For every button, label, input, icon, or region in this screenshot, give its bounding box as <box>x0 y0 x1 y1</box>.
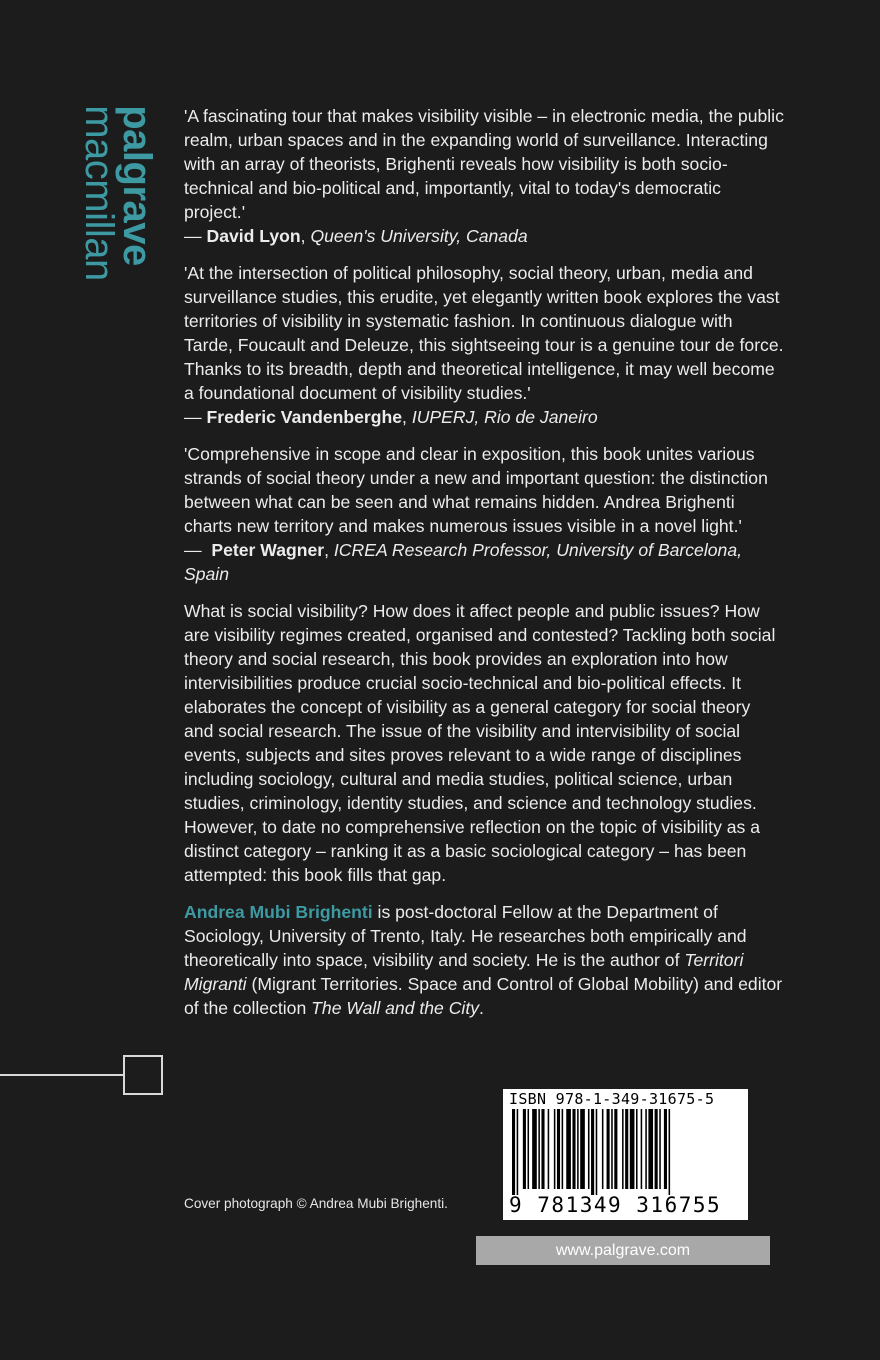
book-title: Territori Migranti <box>184 950 744 994</box>
barcode-bar <box>645 1109 647 1189</box>
barcode-bar <box>664 1109 667 1189</box>
barcode-bar <box>648 1109 653 1189</box>
logo-line-macmillan: macmillan <box>77 105 121 281</box>
barcode-bar <box>611 1109 613 1189</box>
barcode-bar <box>557 1109 560 1189</box>
barcode-bars <box>512 1109 739 1195</box>
barcode-bar <box>512 1109 515 1195</box>
endorser-affiliation: Queen's University, Canada <box>310 226 528 246</box>
isbn-label: ISBN 978-1-349-31675-5 <box>509 1090 715 1108</box>
endorser-affiliation: ICREA Research Professor, University of Barcelona, Spain <box>184 540 742 584</box>
barcode-bar <box>588 1109 590 1189</box>
barcode-bar <box>554 1109 556 1189</box>
barcode-bar <box>669 1109 671 1195</box>
barcode-bar <box>622 1109 624 1189</box>
endorsement-attribution: — Frederic Vandenberghe, IUPERJ, Rio de Janeiro <box>184 407 598 427</box>
endorsement-2 <box>184 261 784 429</box>
barcode-bar <box>580 1109 585 1189</box>
barcode-bar <box>528 1109 530 1189</box>
barcode-bar <box>607 1109 610 1189</box>
endorsement-1 <box>184 104 784 248</box>
barcode-bar <box>602 1109 604 1189</box>
isbn-barcode <box>503 1089 748 1220</box>
barcode-bar <box>548 1109 550 1189</box>
barcode-bar <box>538 1109 540 1189</box>
endorsement-attribution: — Peter Wagner, ICREA Research Professor, University of Barcelona, Spain <box>184 540 742 584</box>
isbn-digits: 9 781349 316755 <box>509 1193 722 1217</box>
barcode-bar <box>659 1109 661 1189</box>
book-description: What is social visibility? How does it affect people and public issues? How are visibility regimes created, organised and contested? Tackling both social theory and social research, this book provides an exploration into how intervisibilities produce crucial socio-technical and bio-political effects. It elaborates the concept of visibility as a general category for social theory and social research. The issue of the visibility and intervisibility of social events, subjects and sites proves relevant to a wide range of disciplines including sociology, cultural and media studies, political science, urban studies, criminology, identity studies, and science and technology studies. However, to date no comprehensive reflection on the topic of visibility as a distinct category – ranking it as a basic sociological category – has been attempted: this book fills that gap. <box>184 601 781 885</box>
endorsement-quote: 'At the intersection of political philosophy, social theory, urban, media and surveillance studies, this erudite, yet elegantly written book explores the vast territories of visibility in systematic fashion. In continuous dialogue with Tarde, Foucault and Deleuze, this sightseeing tour is a genuine tour de force. Thanks to its breadth, depth and theoretical intelligence, it may well become a foundational document of visibility studies.' <box>184 263 784 403</box>
barcode-bar <box>630 1109 635 1189</box>
endorsement-quote: 'A fascinating tour that makes visibility visible – in electronic media, the public realm, urban spaces and in the expanding world of surveillance. Interacting with an array of theorists, Brighenti reveals how visibility is both socio-technical and bio-political and, importantly, vital to today's democratic project.' <box>184 106 784 222</box>
endorsement-attribution: — David Lyon, Queen's University, Canada <box>184 226 528 246</box>
publisher-logo <box>77 104 159 282</box>
book-title: The Wall and the City <box>311 998 480 1018</box>
logo-line-palgrave: palgrave <box>115 105 159 266</box>
barcode-bar <box>614 1109 617 1189</box>
decorative-rule <box>0 1074 124 1076</box>
decorative-square <box>123 1055 163 1095</box>
author-bio: Andrea Mubi Brighenti is post-doctoral Fellow at the Department of Sociology, University of Trento, Italy. He researches both empirically and theoretically into space, visibility and society. He is the author of Territori Migranti (Migrant Territories. Space and Control of Global Mobility) and editor of the collection The Wall and the City. <box>184 902 783 1018</box>
endorsement-quote: 'Comprehensive in scope and clear in exposition, this book unites various strands of social theory under a new and important question: the distinction between what can be seen and what remains hidden. Andrea Brighenti charts new territory and makes numerous issues visible in a novel light.' <box>184 444 768 536</box>
barcode-bar <box>572 1109 575 1189</box>
barcode-bar <box>641 1109 643 1189</box>
endorser-name: David Lyon <box>206 226 301 246</box>
barcode-bar <box>625 1109 628 1189</box>
barcode-bar <box>636 1109 638 1189</box>
barcode-bar <box>523 1109 526 1189</box>
barcode-bar <box>655 1109 658 1189</box>
barcode-bar <box>517 1109 519 1195</box>
back-cover-text <box>184 104 784 1020</box>
barcode-bar <box>562 1109 564 1189</box>
author-name: Andrea Mubi Brighenti <box>184 902 373 922</box>
endorser-name: Peter Wagner <box>211 540 325 560</box>
barcode-bar <box>541 1109 544 1189</box>
cover-credit: Cover photograph © Andrea Mubi Brighenti. <box>184 1196 448 1211</box>
barcode-bar <box>591 1109 594 1195</box>
barcode-bar <box>566 1109 571 1189</box>
barcode-bar <box>532 1109 537 1189</box>
website-url: www.palgrave.com <box>476 1236 770 1265</box>
endorsement-3 <box>184 442 784 586</box>
endorser-name: Frederic Vandenberghe <box>206 407 403 427</box>
barcode-bar <box>577 1109 579 1189</box>
barcode-bar <box>596 1109 598 1195</box>
endorser-affiliation: IUPERJ, Rio de Janeiro <box>411 407 598 427</box>
